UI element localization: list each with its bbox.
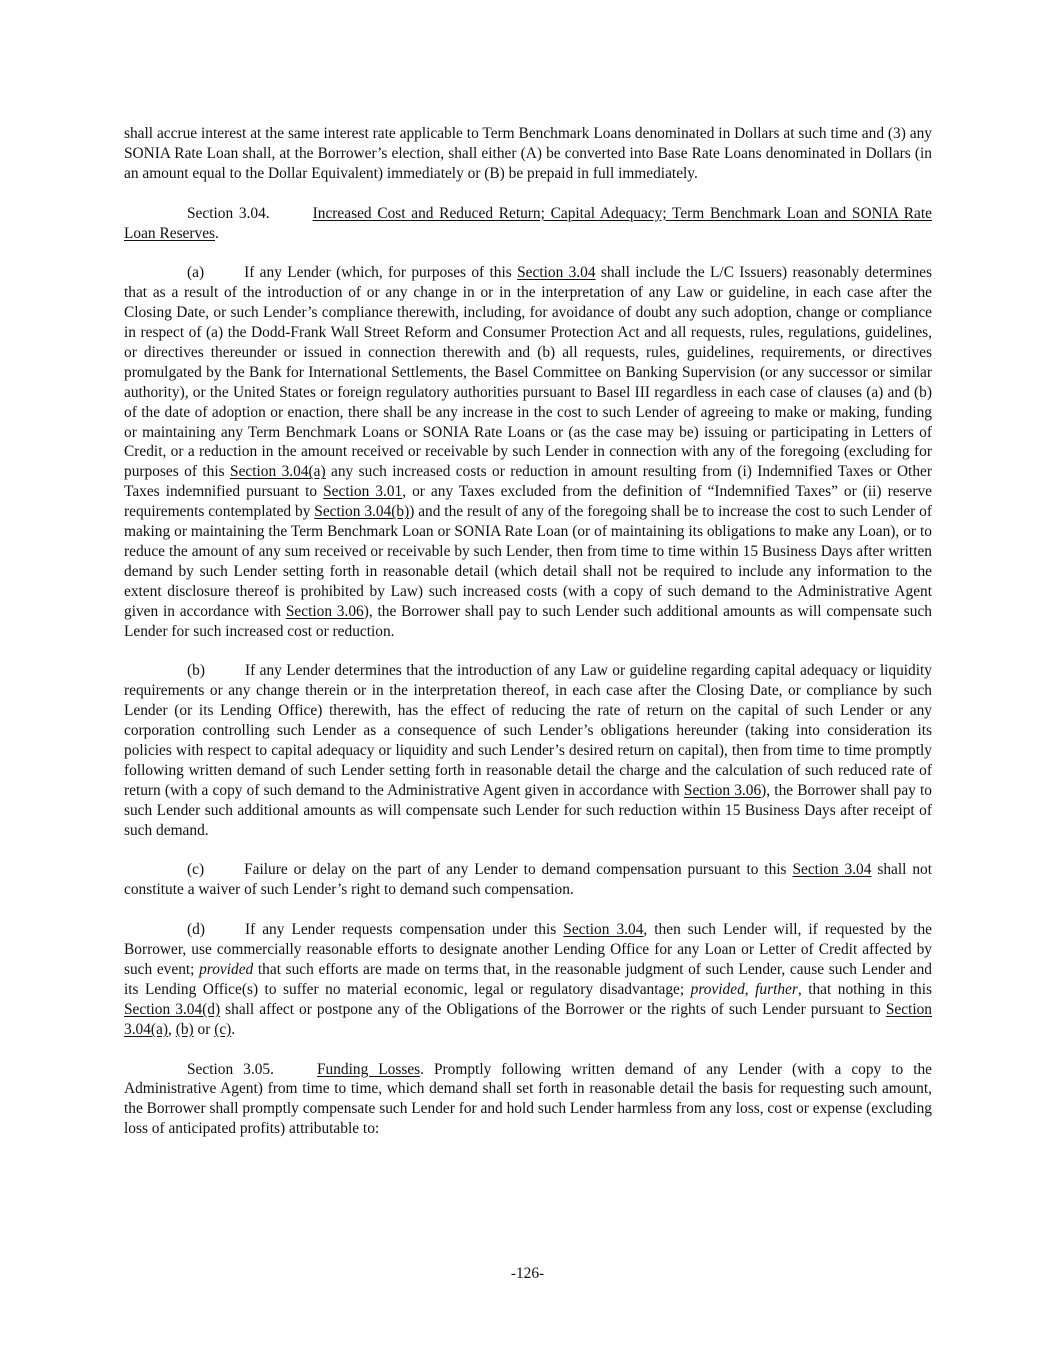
document-body bbox=[124, 124, 932, 1159]
cross-reference: Section 3.04 bbox=[563, 921, 644, 939]
italic-term: provided bbox=[690, 980, 745, 998]
cross-reference: Section 3.04(a) bbox=[230, 463, 326, 481]
clause-label: (b) bbox=[187, 662, 205, 680]
cross-reference: Section 3.04 bbox=[517, 264, 596, 282]
section-number: Section 3.05. bbox=[187, 1060, 274, 1078]
section-title: Increased Cost and Reduced Return; Capital Adequacy; Term Benchmark Loan and SONIA Rate Loan Reserves bbox=[124, 204, 932, 242]
cross-reference: (b) bbox=[175, 1020, 194, 1038]
cross-reference: (c) bbox=[214, 1020, 232, 1038]
paragraph-b: (b) If any Lender determines that the introduction of any Law or guideline regarding capital adequacy or liquidity requirements or any change therein or in the interpretation thereof, in each case after the Closing Date, or compliance by such Lender (or its Lending Office) therewith, has the effect of reducing the rate of return on the capital of such Lender or any corporation controlling such Lender as a consequence of such Lender’s obligations hereunder (taking into consideration its policies with respect to capital adequacy or liquidity and such Lender’s desired return on capital), then from time to time promptly following written demand of such Lender setting forth in reasonable detail the charge and the calculation of such reduced rate of return (with a copy of such demand to the Administrative Agent given in accordance with Section 3.06), the Borrower shall pay to such Lender such additional amounts as will compensate such Lender for such reduction within 15 Business Days after receipt of such demand. bbox=[124, 662, 932, 839]
cross-reference: Section 3.06 bbox=[285, 602, 364, 620]
cross-reference: Section 3.04(d) bbox=[124, 1000, 221, 1018]
section-number: Section 3.04. bbox=[187, 204, 270, 222]
cross-reference: Section 3.04(b) bbox=[314, 503, 410, 521]
cross-reference: Section 3.04(a) bbox=[124, 1000, 932, 1038]
clause-label: (c) bbox=[187, 861, 205, 879]
clause-label: (d) bbox=[187, 921, 205, 939]
clause-label: (a) bbox=[187, 264, 205, 282]
carryover-paragraph: shall accrue interest at the same interest rate applicable to Term Benchmark Loans denominated in Dollars at such time and (3) any SONIA Rate Loan shall, at the Borrower’s election, shall either (A) be converted into Base Rate Loans denominated in Dollars (in an amount equal to the Dollar Equivalent) immediately or (B) be prepaid in full immediately. bbox=[124, 125, 932, 182]
section-3-04-heading: Section 3.04. Increased Cost and Reduced Return; Capital Adequacy; Term Benchmark Loan and SONIA Rate Loan Reserves. bbox=[124, 204, 932, 242]
section-3-05-paragraph: Section 3.05. Funding Losses. Promptly following written demand of any Lender (with a copy to the Administrative Agent) from time to time, which demand shall set forth in reasonable detail the basis for requesting such amount, the Borrower shall promptly compensate such Lender for and hold such Lender harmless from any loss, cost or expense (excluding loss of anticipated profits) attributable to: bbox=[124, 1060, 933, 1138]
paragraph-d: (d) If any Lender requests compensation under this Section 3.04, then such Lender will, if requested by the Borrower, use commercially reasonable efforts to designate another Lending Office for any Loan or Letter of Credit affected by such event; provided that such efforts are made on terms that, in the reasonable judgment of such Lender, cause such Lender and its Lending Office(s) to suffer no material economic, legal or regulatory disadvantage; provided, further, that nothing in this Section 3.04(d) shall affect or postpone any of the Obligations of the Borrower or the rights of such Lender pursuant to Section 3.04(a), (b) or (c). bbox=[124, 921, 933, 1038]
cross-reference: Section 3.01 bbox=[323, 483, 403, 501]
section-title: Funding Losses bbox=[316, 1060, 421, 1078]
italic-term: further bbox=[755, 980, 798, 998]
page-number: -126- bbox=[510, 1265, 545, 1282]
paragraph-a: (a) If any Lender (which, for purposes of this Section 3.04 shall include the L/C Issuers) reasonably determines that as a result of the introduction of or any change in or in the interpretation of any Law or guideline, in each case after the Closing Date, or such Lender’s compliance therewith, including, for avoidance of doubt any such adoption, change or compliance in respect of (a) the Dodd-Frank Wall Street Reform and Consumer Protection Act and all requests, rules, regulations, guidelines, or directives thereunder or issued in connection therewith and (b) all requests, rules, guidelines, requirements, or directives promulgated by the Bank for International Settlements, the Basel Committee on Banking Supervision (or any successor or similar authority), or the United States or foreign regulatory authorities pursuant to Basel III regardless in each case of clauses (a) and (b) of the date of adoption or enaction, there shall be any increase in the cost to such Lender of agreeing to make or making, funding or maintaining any Term Benchmark Loans or SONIA Rate Loans or (as the case may be) issuing or participating in Letters of Credit, or a reduction in the amount received or receivable by such Lender in connection with any of the foregoing (excluding for purposes of this Section 3.04(a) any such increased costs or reduction in amount resulting from (i) Indemnified Taxes or Other Taxes indemnified pursuant to Section 3.01, or any Taxes excluded from the definition of “Indemnified Taxes” or (ii) reserve requirements contemplated by Section 3.04(b)) and the result of any of the foregoing shall be to increase the cost to such Lender of making or maintaining the Term Benchmark Loan or SONIA Rate Loan (or of maintaining its obligations to make any Loan), or to reduce the amount of any sum received or receivable by such Lender, then from time to time within 15 Business Days after written demand by such Lender setting forth in reasonable detail (which detail shall not be required to include any information to the extent disclosure thereof is prohibited by Law) such increased costs (with a copy of such demand to the Administrative Agent given in accordance with Section 3.06), the Borrower shall pay to such Lender such additional amounts as will compensate such Lender for such increased cost or reduction. bbox=[124, 264, 933, 640]
cross-reference: Section 3.04 bbox=[792, 861, 872, 879]
italic-term: provided bbox=[199, 960, 254, 978]
paragraph-c: (c) Failure or delay on the part of any Lender to demand compensation pursuant to this Section 3.04 shall not constitute a waiver of such Lender’s right to demand such compensation. bbox=[124, 861, 932, 899]
cross-reference: Section 3.06 bbox=[683, 781, 762, 799]
